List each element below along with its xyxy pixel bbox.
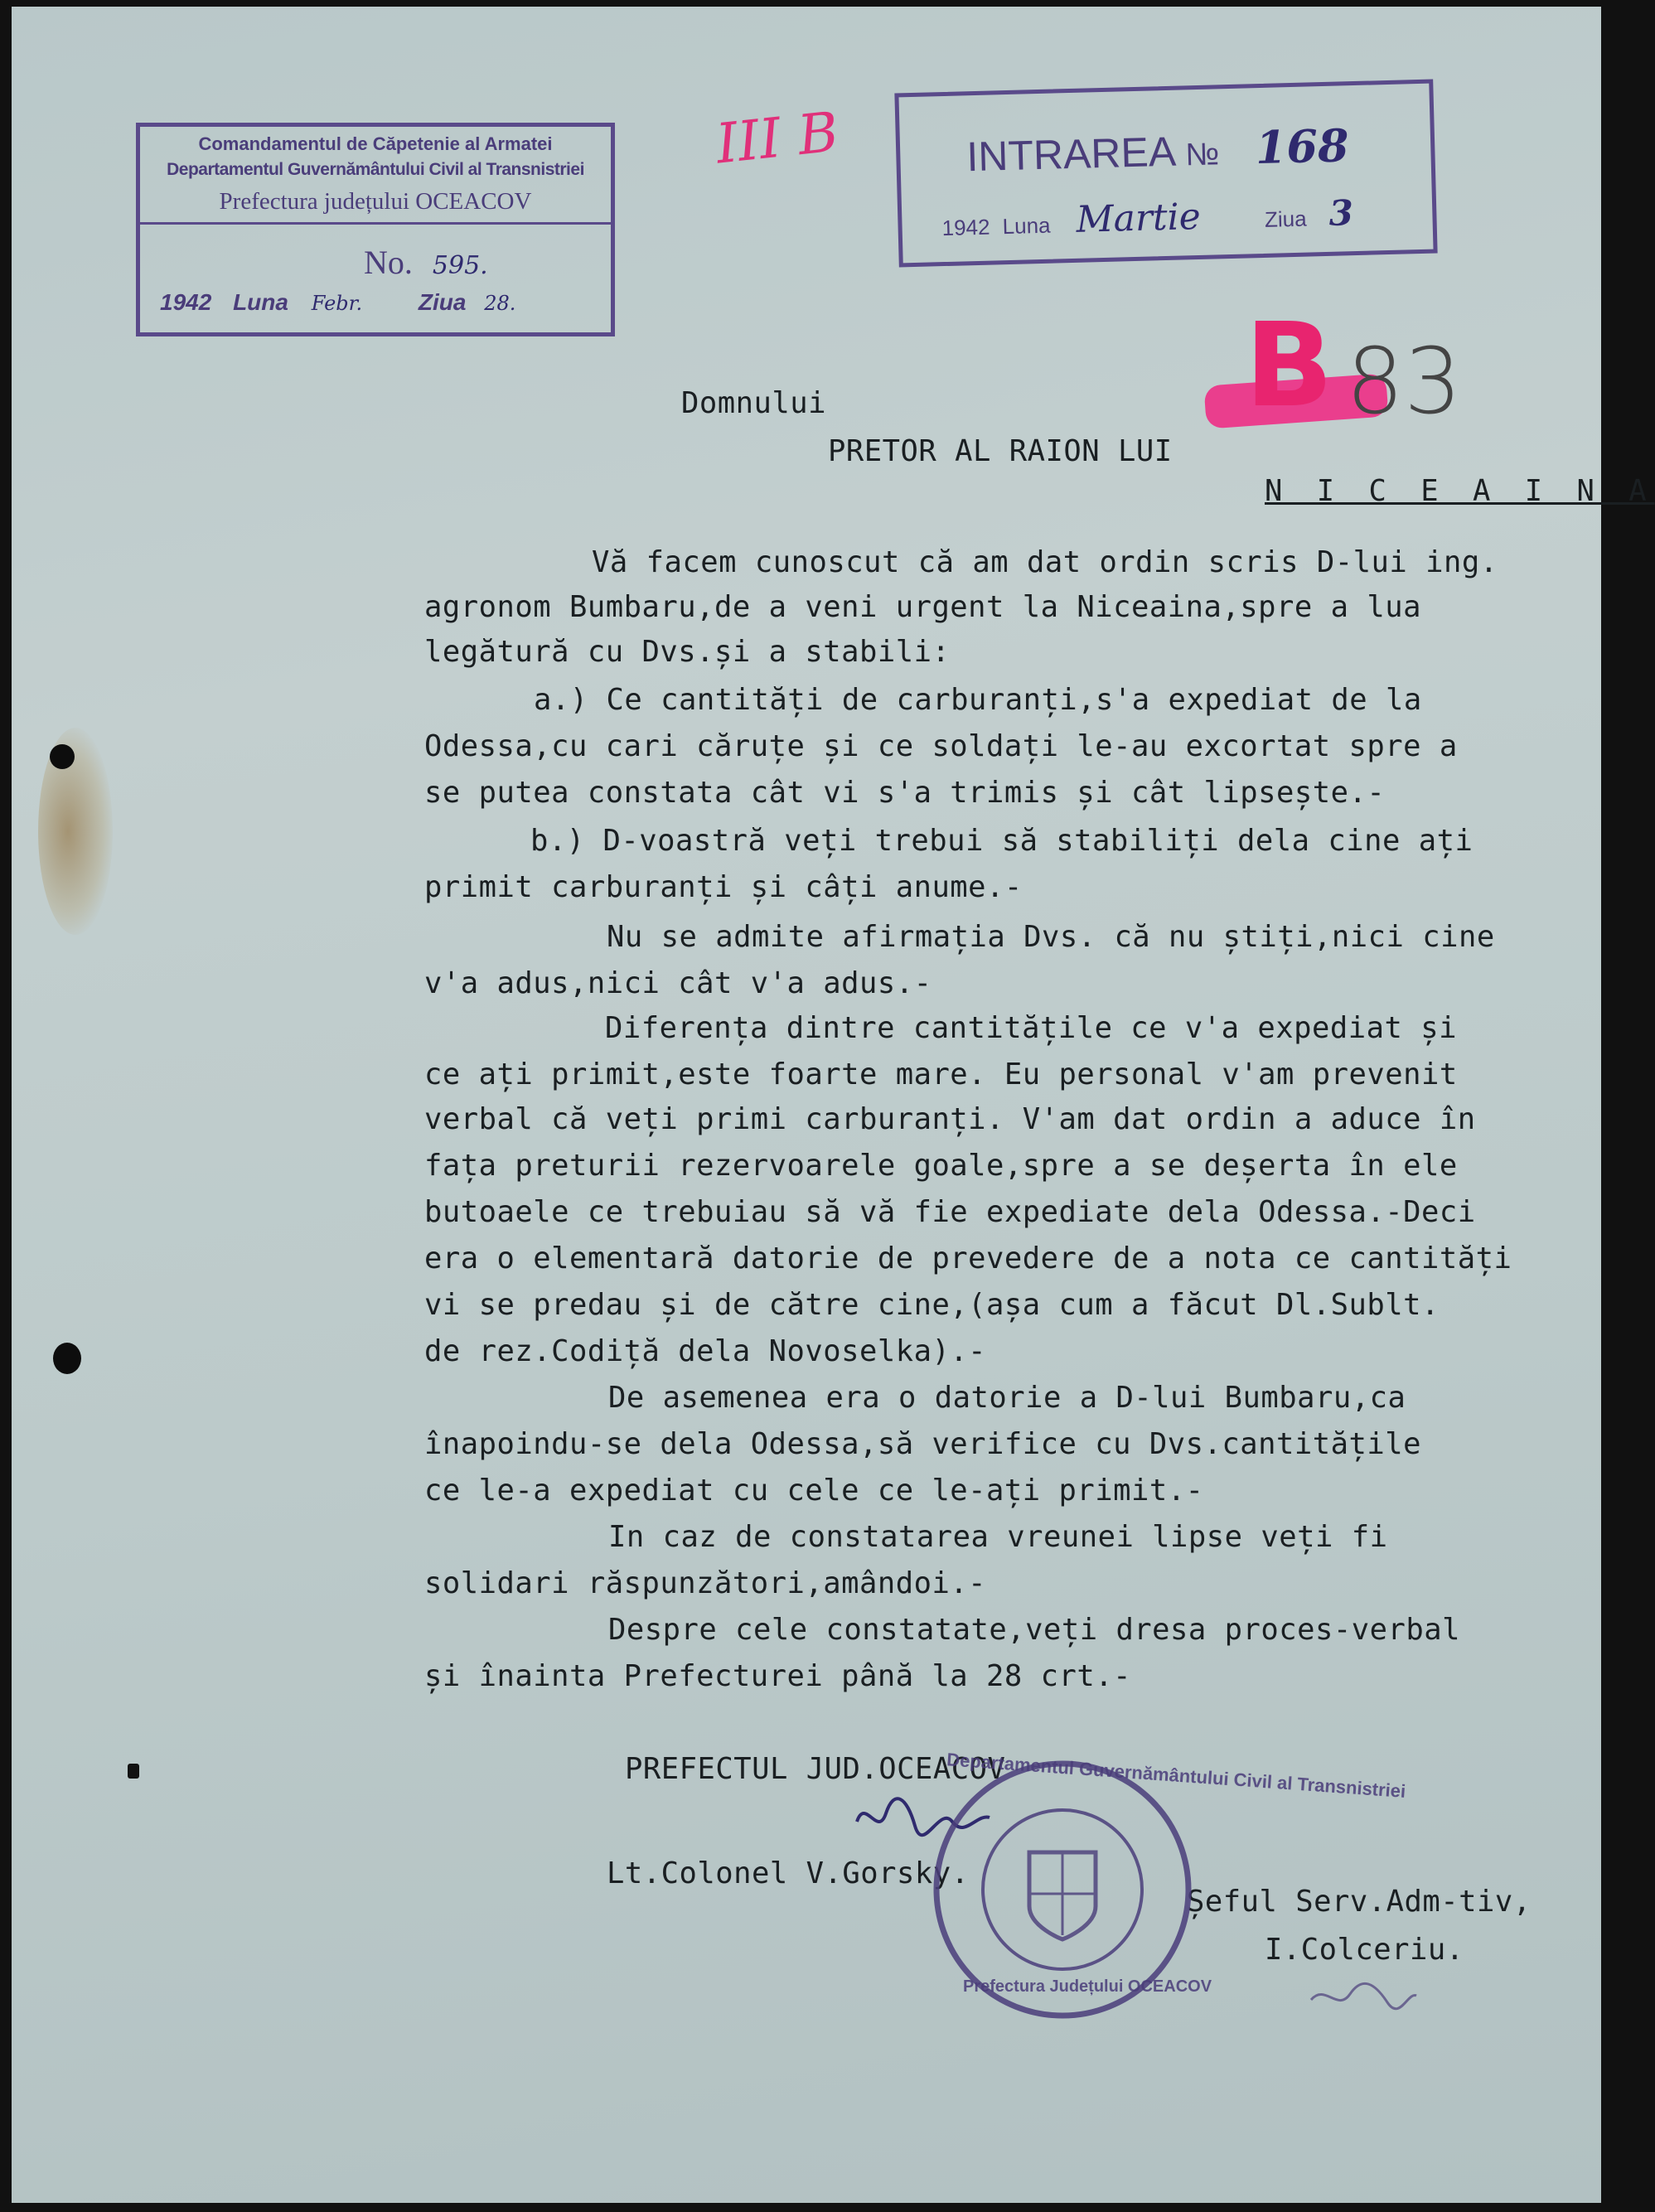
body-line-14: fața preturii rezervoarele goale,spre a se deșerta în ele — [424, 1149, 1458, 1183]
body-line-10: v'a adus,nici cât v'a adus.- — [424, 966, 932, 1000]
stamp-ziua-value: 28. — [484, 292, 516, 315]
margin-mark — [128, 1764, 139, 1779]
intrarea-ziua-label: Ziua — [1264, 206, 1307, 232]
intrarea-no-value: 168 — [1255, 119, 1350, 175]
body-line-24: Despre cele constatate,veți dresa proces-verbal — [608, 1613, 1461, 1647]
body-line-21: ce le-a expediat cu cele ce le-ați primit.- — [424, 1474, 1204, 1508]
stamp-line-2: Departamentul Guvernământului Civil al Transnistriei — [167, 160, 584, 179]
stamp-year: 1942 — [160, 289, 212, 315]
addressee-line-1: Domnului — [681, 386, 826, 420]
body-line-19: De asemenea era o datorie a D-lui Bumbaru,ca — [608, 1381, 1406, 1415]
punch-hole-bottom — [53, 1343, 81, 1374]
chief-signature-scribble — [1304, 1971, 1420, 2021]
body-line-23: solidari răspunzători,amândoi.- — [424, 1566, 987, 1600]
seal-outer-text: Departamentul Guvernământului Civil al Transnistriei — [946, 1749, 1406, 1802]
intrarea-ziua-value: 3 — [1328, 192, 1354, 234]
handwritten-number: 83 — [1346, 328, 1462, 434]
body-line-12: ce ați primit,este foarte mare. Eu personal v'am prevenit — [424, 1058, 1458, 1091]
prefect-name: Lt.Colonel V.Gorsky. — [607, 1856, 970, 1890]
stamp-luna-label: Luna — [233, 289, 288, 315]
stamp-line-3: Prefectura județului OCEACOV — [219, 188, 532, 215]
body-line-3: legătură cu Dvs.și a stabili: — [424, 635, 951, 669]
body-line-6: se putea constata cât vi s'a trimis și cât lipsește.- — [424, 776, 1386, 810]
stamp-ziua-label: Ziua — [418, 289, 467, 315]
body-line-13: verbal că veți primi carburanți. V'am dat ordin a aduce în — [424, 1102, 1476, 1136]
intrarea-luna-value: Martie — [1075, 195, 1202, 241]
body-line-25: și înainta Prefecturei până la 28 crt.- — [424, 1659, 1132, 1693]
intrarea-year: 1942 — [941, 214, 990, 241]
punch-hole-top — [50, 744, 75, 769]
body-line-18: de rez.Codiță dela Novoselka).- — [424, 1334, 987, 1368]
body-line-5: Odessa,cu cari căruțe și ce soldați le-au excortat spre a — [424, 729, 1458, 763]
body-line-9: Nu se admite afirmația Dvs. că nu știți,nici cine — [607, 920, 1495, 954]
body-line-11: Diferența dintre cantitățile ce v'a expediat și — [605, 1011, 1458, 1045]
body-line-17: vi se predau și de către cine,(așa cum a făcut Dl.Sublt. — [424, 1288, 1440, 1322]
chief-title: Șeful Serv.Adm-tiv, — [1187, 1885, 1532, 1919]
body-line-1: Vă facem cunoscut că am dat ordin scris D-lui ing. — [592, 545, 1498, 579]
body-line-8: primit carburanți și câți anume.- — [424, 870, 1023, 904]
body-line-20: înapoindu-se dela Odessa,să verifice cu Dvs.cantitățile — [424, 1427, 1422, 1461]
body-line-15: butoaele ce trebuiau să vă fie expediate dela Odessa.-Deci — [424, 1195, 1476, 1229]
stamp-line-1: Comandamentul de Căpetenie al Armatei — [198, 133, 553, 154]
intrarea-title: INTRAREA — [965, 128, 1175, 181]
registration-stamp-left — [136, 123, 615, 336]
seal-inner-text: Prefectura Județului OCEACOV — [963, 1977, 1212, 1996]
intrarea-luna-label: Luna — [1002, 212, 1051, 240]
red-mark-top: III B — [713, 99, 842, 177]
body-line-4: a.) Ce cantități de carburanți,s'a expediat de la — [534, 683, 1422, 717]
body-line-22: In caz de constatarea vreunei lipse veți fi — [608, 1520, 1388, 1554]
stamp-no-value: 595. — [432, 251, 488, 280]
red-b-letter: B — [1245, 298, 1333, 433]
intrarea-no-label: № — [1184, 137, 1220, 173]
addressee-line-3: N I C E A I N A — [1265, 474, 1655, 508]
stamp-no-label: No. — [364, 244, 413, 281]
body-line-7: b.) D-voastră veți trebui să stabiliți dela cine ați — [530, 824, 1474, 858]
prefect-title: PREFECTUL JUD.OCEACOV — [625, 1752, 1006, 1786]
intrarea-stamp — [894, 80, 1437, 268]
stamp-luna-value: Febr. — [311, 292, 363, 315]
document-sheet — [12, 7, 1655, 2203]
addressee-line-2: PRETOR AL RAION LUI — [828, 434, 1173, 468]
body-line-2: agronom Bumbaru,de a veni urgent la Niceaina,spre a lua — [424, 590, 1422, 624]
body-line-16: era o elementară datorie de prevedere de a nota ce cantități — [424, 1242, 1512, 1275]
chief-name: I.Colceriu. — [1265, 1933, 1464, 1967]
